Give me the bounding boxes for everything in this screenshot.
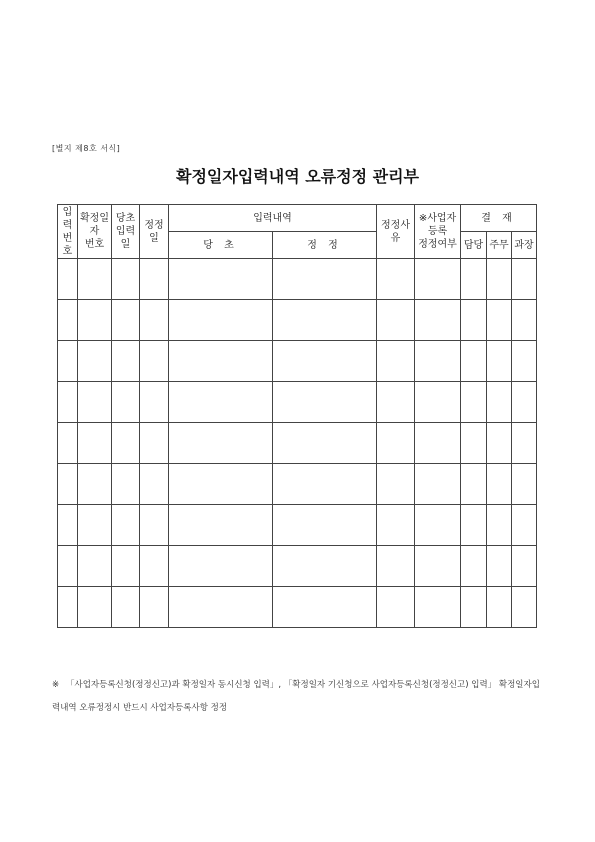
cell-corrected[interactable] [273, 587, 377, 628]
header-correction-date: 정정일 [140, 205, 169, 259]
header-input-no: 입력 번호 [58, 205, 78, 259]
cell-correction-reason[interactable] [377, 300, 415, 341]
cell-officer[interactable] [487, 587, 512, 628]
cell-business-reg-correction[interactable] [415, 341, 461, 382]
cell-correction-date[interactable] [140, 505, 169, 546]
cell-original-input-date[interactable] [112, 259, 140, 300]
page-title: 확정일자입력내역 오류정정 관리부 [176, 167, 419, 186]
header-business-reg-correction: ※사업자등록 정정여부 [415, 205, 461, 259]
cell-correction-reason[interactable] [377, 546, 415, 587]
cell-officer[interactable] [487, 464, 512, 505]
cell-manager[interactable] [512, 587, 537, 628]
header-fixed-date-no: 확정일자 번호 [78, 205, 112, 259]
table-row [58, 300, 537, 341]
cell-correction-date[interactable] [140, 464, 169, 505]
cell-business-reg-correction[interactable] [415, 423, 461, 464]
table-row [58, 341, 537, 382]
cell-fixed-date-no[interactable] [78, 341, 112, 382]
cell-original-input-date[interactable] [112, 464, 140, 505]
cell-correction-date[interactable] [140, 300, 169, 341]
cell-correction-reason[interactable] [377, 382, 415, 423]
cell-correction-date[interactable] [140, 341, 169, 382]
cell-business-reg-correction[interactable] [415, 300, 461, 341]
cell-corrected[interactable] [273, 300, 377, 341]
cell-correction-reason[interactable] [377, 464, 415, 505]
cell-fixed-date-no[interactable] [78, 259, 112, 300]
cell-correction-reason[interactable] [377, 505, 415, 546]
cell-corrected[interactable] [273, 464, 377, 505]
cell-corrected[interactable] [273, 546, 377, 587]
header-approval: 결 재 [461, 205, 537, 232]
cell-original-input-date[interactable] [112, 587, 140, 628]
cell-manager[interactable] [512, 259, 537, 300]
cell-corrected[interactable] [273, 341, 377, 382]
cell-correction-date[interactable] [140, 259, 169, 300]
table-row [58, 259, 537, 300]
cell-staff[interactable] [461, 341, 487, 382]
cell-original[interactable] [169, 382, 273, 423]
cell-input-no[interactable] [58, 259, 78, 300]
cell-correction-reason[interactable] [377, 587, 415, 628]
cell-staff[interactable] [461, 546, 487, 587]
cell-manager[interactable] [512, 546, 537, 587]
cell-input-no[interactable] [58, 546, 78, 587]
cell-manager[interactable] [512, 505, 537, 546]
cell-input-no[interactable] [58, 505, 78, 546]
cell-corrected[interactable] [273, 423, 377, 464]
table-row [58, 587, 537, 628]
cell-original-input-date[interactable] [112, 341, 140, 382]
table-row [58, 464, 537, 505]
cell-correction-reason[interactable] [377, 423, 415, 464]
cell-fixed-date-no[interactable] [78, 300, 112, 341]
header-approval-staff: 담당 [461, 232, 487, 259]
cell-original[interactable] [169, 464, 273, 505]
header-approval-officer: 주무 [487, 232, 512, 259]
cell-corrected[interactable] [273, 259, 377, 300]
cell-manager[interactable] [512, 300, 537, 341]
cell-manager[interactable] [512, 382, 537, 423]
cell-input-no[interactable] [58, 423, 78, 464]
cell-officer[interactable] [487, 423, 512, 464]
cell-original[interactable] [169, 505, 273, 546]
table-row [58, 423, 537, 464]
cell-staff[interactable] [461, 505, 487, 546]
cell-original-input-date[interactable] [112, 382, 140, 423]
table-row [58, 382, 537, 423]
correction-ledger-table [57, 204, 537, 628]
cell-officer[interactable] [487, 259, 512, 300]
cell-manager[interactable] [512, 423, 537, 464]
cell-staff[interactable] [461, 423, 487, 464]
cell-fixed-date-no[interactable] [78, 423, 112, 464]
cell-officer[interactable] [487, 382, 512, 423]
header-corrected: 정 정 [273, 232, 377, 259]
cell-corrected[interactable] [273, 382, 377, 423]
cell-corrected[interactable] [273, 505, 377, 546]
cell-input-no[interactable] [58, 382, 78, 423]
cell-correction-date[interactable] [140, 587, 169, 628]
cell-original-input-date[interactable] [112, 300, 140, 341]
cell-correction-date[interactable] [140, 382, 169, 423]
cell-business-reg-correction[interactable] [415, 259, 461, 300]
cell-fixed-date-no[interactable] [78, 546, 112, 587]
cell-original[interactable] [169, 259, 273, 300]
cell-business-reg-correction[interactable] [415, 546, 461, 587]
cell-staff[interactable] [461, 300, 487, 341]
table-row [58, 546, 537, 587]
cell-correction-reason[interactable] [377, 259, 415, 300]
cell-original-input-date[interactable] [112, 546, 140, 587]
cell-business-reg-correction[interactable] [415, 505, 461, 546]
cell-input-no[interactable] [58, 341, 78, 382]
header-original: 당 초 [169, 232, 273, 259]
footnote [52, 674, 546, 720]
cell-officer[interactable] [487, 341, 512, 382]
cell-original-input-date[interactable] [112, 505, 140, 546]
cell-original[interactable] [169, 300, 273, 341]
cell-staff[interactable] [461, 464, 487, 505]
cell-staff[interactable] [461, 382, 487, 423]
cell-original[interactable] [169, 341, 273, 382]
cell-fixed-date-no[interactable] [78, 382, 112, 423]
cell-manager[interactable] [512, 341, 537, 382]
cell-correction-date[interactable] [140, 546, 169, 587]
table-row [58, 505, 537, 546]
cell-input-no[interactable] [58, 300, 78, 341]
cell-original[interactable] [169, 546, 273, 587]
cell-input-no[interactable] [58, 587, 78, 628]
cell-officer[interactable] [487, 505, 512, 546]
cell-input-no[interactable] [58, 464, 78, 505]
form-number-tag: [별지 제8호 서식] [52, 144, 121, 153]
cell-officer[interactable] [487, 300, 512, 341]
header-original-input-date: 당초 입력일 [112, 205, 140, 259]
cell-business-reg-correction[interactable] [415, 464, 461, 505]
cell-staff[interactable] [461, 587, 487, 628]
header-input-details: 입력내역 [169, 205, 377, 232]
cell-original[interactable] [169, 423, 273, 464]
cell-original-input-date[interactable] [112, 423, 140, 464]
cell-original[interactable] [169, 587, 273, 628]
note-mark: ※ [52, 680, 60, 690]
cell-correction-reason[interactable] [377, 341, 415, 382]
header-correction-reason: 정정사유 [377, 205, 415, 259]
cell-officer[interactable] [487, 546, 512, 587]
cell-business-reg-correction[interactable] [415, 587, 461, 628]
cell-fixed-date-no[interactable] [78, 505, 112, 546]
cell-business-reg-correction[interactable] [415, 382, 461, 423]
header-approval-manager: 과장 [512, 232, 537, 259]
note-text: 「사업자등록신청(정정신고)과 확정일자 동시신청 입력」, 「확정일자 기신청으로 사업자등록신청(정정신고) 입력」 확정일자입력내역 오류정정시 반드시 사업자등록사항 정정 [52, 680, 540, 713]
cell-staff[interactable] [461, 259, 487, 300]
cell-fixed-date-no[interactable] [78, 587, 112, 628]
cell-fixed-date-no[interactable] [78, 464, 112, 505]
cell-manager[interactable] [512, 464, 537, 505]
cell-correction-date[interactable] [140, 423, 169, 464]
